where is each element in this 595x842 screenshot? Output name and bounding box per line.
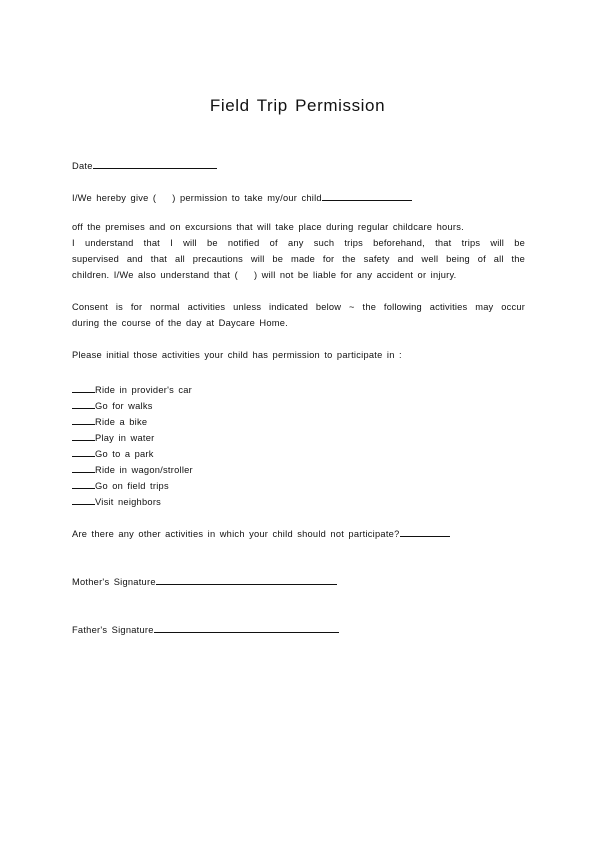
mother-signature-label: Mother's Signature <box>72 577 156 587</box>
initial-field[interactable] <box>72 430 95 441</box>
page-title: Field Trip Permission <box>209 96 386 115</box>
paragraph1-line1: off the premises and on excursions that will take place during regular childcare hours. <box>72 222 464 232</box>
mother-signature-field[interactable] <box>156 574 337 585</box>
initial-field[interactable] <box>72 478 95 489</box>
instruction-text: Please initial those activities your child has permission to participate in : <box>72 350 402 360</box>
initial-field[interactable] <box>72 398 95 409</box>
mother-signature-row <box>72 574 337 587</box>
father-signature-label: Father's Signature <box>72 625 154 635</box>
initial-field[interactable] <box>72 446 95 457</box>
child-name-field[interactable] <box>322 190 412 201</box>
list-item <box>72 446 154 459</box>
list-item <box>72 494 161 507</box>
give-permission-row <box>72 190 412 203</box>
list-item <box>72 414 147 427</box>
paragraph2-line1: Consent is for normal activities unless indicated below ~ the following activities may occur <box>72 302 525 312</box>
date-field[interactable] <box>93 158 217 169</box>
initial-field[interactable] <box>72 382 95 393</box>
give-prefix: I/We hereby give ( <box>72 193 157 203</box>
list-item <box>72 430 154 443</box>
paragraph1-line4 <box>72 270 457 280</box>
list-item <box>72 382 192 395</box>
other-activities-question: Are there any other activities in which your child should not participate? <box>72 529 400 539</box>
father-signature-field[interactable] <box>154 622 339 633</box>
paragraph2-line2: during the course of the day at Daycare Home. <box>72 318 289 328</box>
activity-label: Go to a park <box>95 449 154 459</box>
activity-label: Visit neighbors <box>95 497 162 507</box>
list-item <box>72 478 169 491</box>
activity-label: Go on field trips <box>95 481 169 491</box>
activity-label: Ride a bike <box>95 417 148 427</box>
activity-label: Play in water <box>95 433 155 443</box>
activity-label: Ride in provider's car <box>95 385 193 395</box>
initial-field[interactable] <box>72 462 95 473</box>
list-item <box>72 462 193 475</box>
initial-field[interactable] <box>72 414 95 425</box>
other-activities-row <box>72 526 450 539</box>
activity-label: Go for walks <box>95 401 153 411</box>
paragraph1-line4-prefix: children. I/We also understand that ( <box>72 270 238 280</box>
give-middle: ) permission to take my/our child <box>172 193 322 203</box>
activity-label: Ride in wagon/stroller <box>95 465 193 475</box>
list-item <box>72 398 153 411</box>
date-label: Date <box>72 161 93 171</box>
initial-field[interactable] <box>72 494 95 505</box>
father-signature-row <box>72 622 339 635</box>
paragraph1-line2: I understand that I will be notified of any such trips beforehand, that trips will be <box>72 238 525 248</box>
date-row <box>72 158 217 171</box>
paragraph1-line4-suffix: ) will not be liable for any accident or injury. <box>253 270 457 280</box>
paragraph1-line3: supervised and that all precautions will be made for the safety and well being of all the <box>72 254 525 264</box>
other-activities-field[interactable] <box>400 526 450 537</box>
